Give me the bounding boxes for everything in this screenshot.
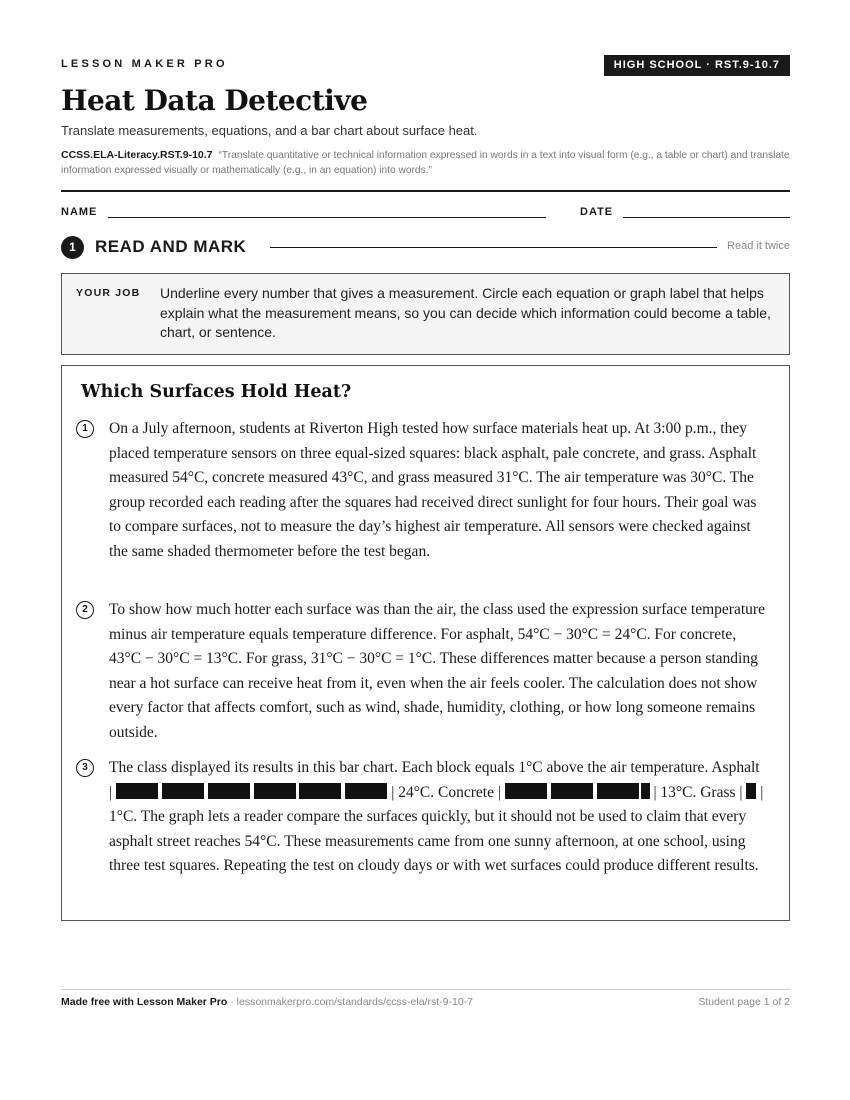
bar-block <box>254 783 296 799</box>
chart-intro: The class displayed its results in this bar chart. Each block equals 1°C above the air temperature. <box>109 759 709 776</box>
concrete-bar <box>505 784 650 801</box>
paragraph-number: 1 <box>76 420 94 438</box>
section-rule <box>270 247 717 248</box>
bar-block <box>597 783 639 799</box>
name-label: NAME <box>61 206 98 218</box>
paragraph-text <box>109 756 765 879</box>
section-note: Read it twice <box>727 240 790 252</box>
bar-block <box>345 783 387 799</box>
brand-name: LESSON MAKER PRO <box>61 58 228 70</box>
concrete-bar-label: Concrete | <box>438 783 501 801</box>
page-title: Heat Data Detective <box>61 84 368 117</box>
bar-block <box>551 783 593 799</box>
section-title: READ AND MARK <box>95 237 247 256</box>
asphalt-bar-value: | 24°C. <box>391 783 435 801</box>
your-job-text: Underline every number that gives a measurement. Circle each equation or graph label that helps explain what the measurement means, so you can decide which information could become a table, chart, or sentence. <box>160 285 771 340</box>
page-subtitle: Translate measurements, equations, and a bar chart about surface heat. <box>61 123 478 138</box>
bar-block <box>116 783 158 799</box>
header-divider <box>61 190 790 192</box>
top-bar <box>61 55 790 79</box>
footer-made-with: Made free with Lesson Maker Pro <box>61 996 228 1008</box>
standard-code: CCSS.ELA-Literacy.RST.9-10.7 <box>61 149 213 161</box>
passage-title: Which Surfaces Hold Heat? <box>81 382 352 402</box>
grass-bar <box>746 784 756 801</box>
footer-url: lessonmakerpro.com/standards/ccss-ela/rst-9-10-7 <box>236 996 473 1008</box>
your-job-box <box>61 273 790 355</box>
asphalt-bar-label: Asphalt | <box>109 759 760 801</box>
asphalt-bar <box>116 784 387 801</box>
level-badge: HIGH SCHOOL · RST.9-10.7 <box>604 55 790 76</box>
paragraph-text: On a July afternoon, students at Riverton High tested how surface materials heat up. At 3:00 p.m., they placed temperature sensors on three equal-sized squares: black asphalt, pale concrete, and grass. Asphalt measured 54°C, concrete measured 43°C, and grass measured 31°C. The air temperature was 30°C. The group recorded each reading after the squares had received direct sunlight for four hours. Their goal was to compare surfaces, not to measure the day’s highest air temperature. All sensors were checked against the same shaded thermometer before the test began. <box>109 420 757 560</box>
name-field[interactable] <box>108 217 546 218</box>
concrete-value-grass-label: 13°C. Grass | <box>660 783 743 801</box>
name-date-row <box>61 206 790 222</box>
section-header-read-and-mark <box>61 235 790 259</box>
bar-block <box>299 783 341 799</box>
page-footer <box>61 989 790 1008</box>
paragraph-number: 3 <box>76 759 94 777</box>
paragraph-text: To show how much hotter each surface was than the air, the class used the expression surface temperature minus air temperature equals temperature difference. For asphalt, 54°C − 30°C = 24°C. For concrete, 43°C − 30°C = 13°C. For grass, 31°C − 30°C = 1°C. These differences matter because a person standing near a hot surface can receive heat from it, even when the air feels cooler. The calculation does not show every factor that affects comfort, such as wind, shade, humidity, clothing, or how long someone remains outside. <box>109 601 765 741</box>
standard-description <box>61 148 790 178</box>
bar-block-partial <box>746 783 756 799</box>
bar-block <box>162 783 204 799</box>
your-job-label: YOUR JOB <box>76 287 141 299</box>
concrete-bar-end: | <box>653 783 657 801</box>
bar-block-partial <box>641 783 650 799</box>
page-number: Student page 1 of 2 <box>698 996 790 1008</box>
footer-separator: · <box>227 996 237 1008</box>
date-field[interactable] <box>623 217 790 218</box>
grass-bar-value: | 1°C. <box>109 783 764 825</box>
standard-quote: “Translate quantitative or technical information expressed in words in a text into visual form (e.g., a table or chart) and translate information expressed visually or mathematically (e.g., in an equation) into words.” <box>61 150 790 176</box>
bar-block <box>208 783 250 799</box>
reading-passage <box>61 365 790 921</box>
bar-block <box>505 783 547 799</box>
date-label: DATE <box>580 206 614 218</box>
chart-caution: The graph lets a reader compare the surfaces quickly, but it should not be used to claim that every asphalt street reaches 54°C. These measurements came from one sunny afternoon, at one school, using three test squares. Repeating the test on cloudy days or with wet surfaces could produce different results. <box>109 808 759 874</box>
section-number: 1 <box>61 236 84 259</box>
paragraph-number: 2 <box>76 601 94 619</box>
